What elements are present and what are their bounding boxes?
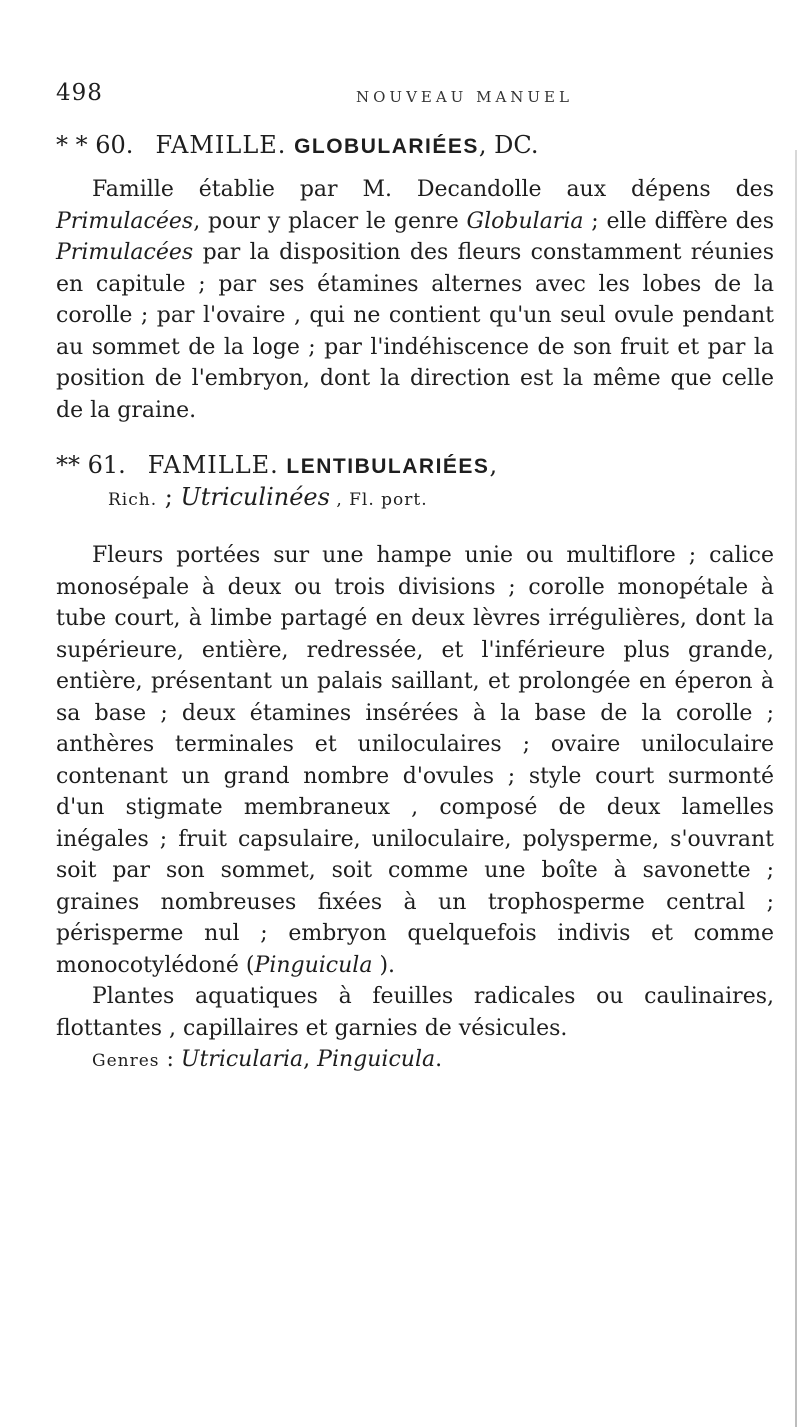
synonym: Utriculinées xyxy=(180,483,330,511)
comma: , xyxy=(489,451,498,479)
text-run: ; elle diffère des xyxy=(583,208,774,234)
paragraph-globulariees xyxy=(56,174,774,426)
text-run: Famille établie par M. Decandolle aux dépens des xyxy=(92,177,774,202)
paragraph-description xyxy=(56,540,774,981)
text-run: , pour y placer le genre xyxy=(193,208,467,234)
page-body xyxy=(56,130,774,1078)
page-number: 498 xyxy=(56,80,103,106)
genus-name: Utricularia xyxy=(180,1047,304,1072)
authority: , DC. xyxy=(478,131,539,159)
italic-term: Pinguicula xyxy=(254,952,373,978)
family-label: FAMILLE. xyxy=(155,131,287,159)
family-name: LENTIBULARIÉES xyxy=(286,455,490,478)
section-number: * * 60. xyxy=(56,131,134,159)
text-run: par la disposition des fleurs constamment réunies en capitule ; par ses étamines alternes avec les lobes de la corolle ; par l'ovaire , qui ne contient qu'un seul ovule pendant au sommet de la loge ; par l'indéhiscence de son fruit et par la position de l'embryon, dont la direction est la même que celle de la graine. xyxy=(56,240,774,423)
genera-label: Genres xyxy=(92,1051,160,1071)
running-head: NOUVEAU MANUEL xyxy=(356,88,573,106)
paragraph-plants: Plantes aquatiques à feuilles radicales ou caulinaires, flottantes , capillaires et garnies de vésicules. xyxy=(56,984,774,1041)
authority: Rich. xyxy=(108,490,158,510)
text-run: : xyxy=(159,1047,181,1072)
italic-term: Globularia xyxy=(466,208,584,234)
text-run: , xyxy=(303,1047,318,1072)
page-edge xyxy=(795,150,797,1427)
family-name: GLOBULARIÉES xyxy=(294,135,479,158)
section-heading-globulariees xyxy=(56,130,774,162)
paragraph-genera xyxy=(56,1044,774,1078)
text-run: ). xyxy=(372,952,396,978)
page-header xyxy=(56,78,756,112)
authority-2: , Fl. port. xyxy=(329,490,428,510)
family-label: FAMILLE. xyxy=(147,451,279,479)
genus-name: Pinguicula xyxy=(317,1047,436,1072)
italic-term: Primulacées xyxy=(56,240,194,265)
text-run: Fleurs portées sur une hampe unie ou multiflore ; calice monosépale à deux ou trois divisions ; corolle monopétale à tube court, à limbe partagé en deux lèvres irrégulières, dont la supérieure, entière, redressée, et l'inférieure plus grande, entière, présentant un palais saillant, et prolongée en éperon à sa base ; deux étamines insérées à la base de la corolle ; anthères terminales et uniloculaires ; ovaire uniloculaire contenant un grand nombre d'ovules ; style court surmonté d'un stigmate membraneux , composé de deux lamelles inégales ; fruit capsulaire, uniloculaire, polysperme, s'ouvrant soit par son sommet, soit comme une boîte à savonette ; graines nombreuses fixées à un trophosperme central ; périsperme nul ; embryon quelquefois indivis et comme monocotylédoné ( xyxy=(56,543,774,978)
section-number: ** 61. xyxy=(56,451,126,479)
separator: ; xyxy=(157,483,181,511)
text-run: . xyxy=(435,1047,443,1072)
section-heading-lentibulariees xyxy=(56,450,774,516)
italic-term: Primulacées xyxy=(56,208,194,234)
